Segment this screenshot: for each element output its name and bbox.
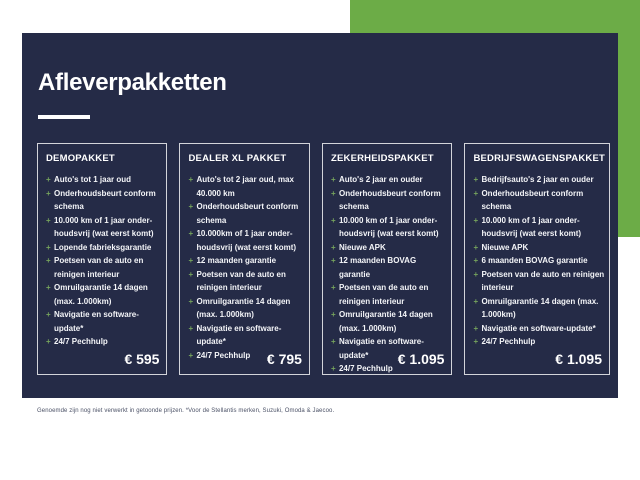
package-feature	[46, 254, 162, 281]
package-feature	[46, 335, 162, 349]
plus-bullet-icon: +	[188, 350, 194, 360]
package-feature	[473, 335, 605, 349]
package-price: € 1.095	[397, 351, 445, 367]
plus-bullet-icon: +	[330, 256, 336, 265]
plus-bullet-icon: +	[330, 175, 336, 184]
feature-text: Navigatie en software-update*	[338, 337, 424, 360]
title-underline	[38, 115, 90, 119]
package-feature	[46, 241, 162, 255]
feature-list	[473, 173, 605, 349]
plus-bullet-icon: +	[473, 175, 479, 184]
plus-bullet-icon: +	[46, 188, 51, 198]
feature-text: 24/7 Pechhulp	[481, 337, 536, 346]
page-title: Afleverpakketten	[38, 69, 227, 96]
feature-text: Onderhoudsbeurt conform schema	[196, 202, 299, 225]
plus-bullet-icon: +	[46, 283, 51, 292]
feature-text: Auto's 2 jaar en ouder	[338, 175, 423, 184]
feature-text: 6 maanden BOVAG garantie	[481, 256, 588, 265]
plus-bullet-icon: +	[46, 256, 51, 265]
plus-bullet-icon: +	[473, 256, 479, 265]
package-feature	[331, 173, 447, 187]
plus-bullet-icon: +	[473, 242, 479, 252]
feature-text: 24/7 Pechhulp	[54, 337, 108, 346]
feature-text: Poetsen van de auto en reinigen interieur	[54, 256, 144, 279]
feature-text: 10.000 km of 1 jaar onder-houdsvrij (wat eerst komt)	[54, 215, 154, 238]
feature-text: Omruilgarantie 14 dagen (max. 1.000km)	[338, 310, 433, 333]
feature-text: 12 maanden garantie	[196, 256, 277, 265]
package-feature	[473, 254, 605, 268]
package-feature	[473, 322, 605, 336]
plus-bullet-icon: +	[473, 188, 479, 198]
package-feature	[473, 173, 605, 187]
package-feature	[331, 281, 447, 308]
feature-text: Onderhoudsbeurt conform schema	[338, 188, 441, 211]
package-feature	[188, 200, 304, 227]
feature-text: 24/7 Pechhulp	[196, 350, 251, 360]
plus-bullet-icon: +	[330, 310, 336, 319]
package-title: ZEKERHEIDSPAKKET	[330, 153, 434, 164]
plus-bullet-icon: +	[473, 323, 479, 333]
package-feature	[473, 241, 605, 255]
package-price: € 1.095	[555, 351, 603, 367]
package-feature	[188, 227, 304, 254]
main-panel	[22, 33, 618, 398]
plus-bullet-icon: +	[473, 269, 479, 279]
plus-bullet-icon: +	[473, 296, 479, 306]
plus-bullet-icon: +	[330, 364, 336, 373]
feature-text: Nieuwe APK	[481, 242, 529, 252]
feature-text: Auto's tot 1 jaar oud	[54, 175, 132, 184]
package-feature	[331, 308, 447, 335]
feature-text: 10.000 km of 1 jaar onder-houdsvrij (wat eerst komt)	[338, 215, 439, 238]
plus-bullet-icon: +	[188, 269, 194, 279]
package-feature	[46, 173, 162, 187]
plus-bullet-icon: +	[330, 283, 336, 292]
feature-list	[46, 173, 162, 349]
plus-bullet-icon: +	[46, 310, 51, 319]
package-feature	[46, 187, 162, 214]
package-feature	[188, 295, 304, 322]
package-title: DEMOPAKKET	[46, 153, 115, 164]
feature-text: Navigatie en software-update*	[196, 323, 282, 346]
package-card-demopakket	[37, 143, 167, 375]
feature-text: Poetsen van de auto en reinigen interieur	[196, 269, 286, 292]
plus-bullet-icon: +	[46, 242, 51, 252]
plus-bullet-icon: +	[330, 337, 336, 346]
feature-text: Poetsen van de auto en reinigen interieur	[338, 283, 429, 306]
feature-text: 10.000km of 1 jaar onder-houdsvrij (wat eerst komt)	[196, 229, 297, 252]
plus-bullet-icon: +	[188, 202, 194, 211]
package-feature	[331, 254, 447, 281]
feature-list	[331, 173, 447, 376]
package-feature	[188, 268, 304, 295]
feature-text: 10.000 km of 1 jaar onder-houdsvrij (wat eerst komt)	[481, 215, 582, 238]
plus-bullet-icon: +	[330, 188, 336, 198]
feature-text: Onderhoudsbeurt conform schema	[54, 188, 156, 211]
plus-bullet-icon: +	[188, 229, 194, 238]
package-feature	[188, 173, 304, 200]
package-cards	[37, 143, 610, 375]
feature-text: Lopende fabrieksgarantie	[54, 242, 152, 252]
feature-list	[188, 173, 304, 362]
package-feature	[331, 187, 447, 214]
plus-bullet-icon: +	[188, 323, 194, 333]
feature-text: Omruilgarantie 14 dagen (max. 1.000km)	[481, 296, 599, 319]
package-card-dealer-xl	[179, 143, 309, 375]
feature-text: Navigatie en software-update*	[481, 323, 596, 333]
package-feature	[46, 214, 162, 241]
plus-bullet-icon: +	[473, 337, 479, 346]
feature-text: Navigatie en software-update*	[54, 310, 139, 333]
package-feature	[331, 214, 447, 241]
package-card-zekerheidspakket	[322, 143, 452, 375]
feature-text: Onderhoudsbeurt conform schema	[481, 188, 584, 211]
plus-bullet-icon: +	[330, 242, 336, 252]
package-feature	[188, 322, 304, 349]
plus-bullet-icon: +	[330, 215, 336, 225]
package-price: € 595	[124, 351, 160, 367]
package-title: BEDRIJFSWAGENSPAKKET	[473, 153, 606, 164]
feature-text: Nieuwe APK	[338, 242, 386, 252]
feature-text: Omruilgarantie 14 dagen (max. 1.000km)	[196, 296, 291, 319]
feature-text: Auto's tot 2 jaar oud, max 40.000 km	[196, 175, 294, 198]
plus-bullet-icon: +	[46, 175, 51, 184]
package-card-bedrijfswagenspakket	[464, 143, 610, 375]
package-feature	[473, 214, 605, 241]
package-feature	[46, 281, 162, 308]
package-feature	[46, 308, 162, 335]
feature-text: Poetsen van de auto en reinigen interieur	[481, 269, 605, 292]
footnote: Genoemde zijn nog niet verwerkt in getoonde prijzen. *Voor de Stellantis merken, Suzuki, Omoda & Jaecoo.	[37, 408, 335, 414]
feature-text: Bedrijfsauto's 2 jaar en ouder	[481, 175, 594, 184]
feature-text: Omruilgarantie 14 dagen (max. 1.000km)	[54, 283, 148, 306]
plus-bullet-icon: +	[473, 215, 479, 225]
package-feature	[331, 241, 447, 255]
plus-bullet-icon: +	[188, 296, 194, 306]
package-title: DEALER XL PAKKET	[188, 153, 287, 164]
plus-bullet-icon: +	[188, 256, 194, 265]
feature-text: 12 maanden BOVAG garantie	[338, 256, 417, 279]
package-price: € 795	[266, 351, 302, 367]
plus-bullet-icon: +	[46, 337, 51, 346]
plus-bullet-icon: +	[46, 215, 51, 225]
package-feature	[188, 254, 304, 268]
package-feature	[473, 295, 605, 322]
package-feature	[473, 268, 605, 295]
package-feature	[473, 187, 605, 214]
feature-text: 24/7 Pechhulp	[338, 364, 393, 373]
plus-bullet-icon: +	[188, 175, 194, 184]
